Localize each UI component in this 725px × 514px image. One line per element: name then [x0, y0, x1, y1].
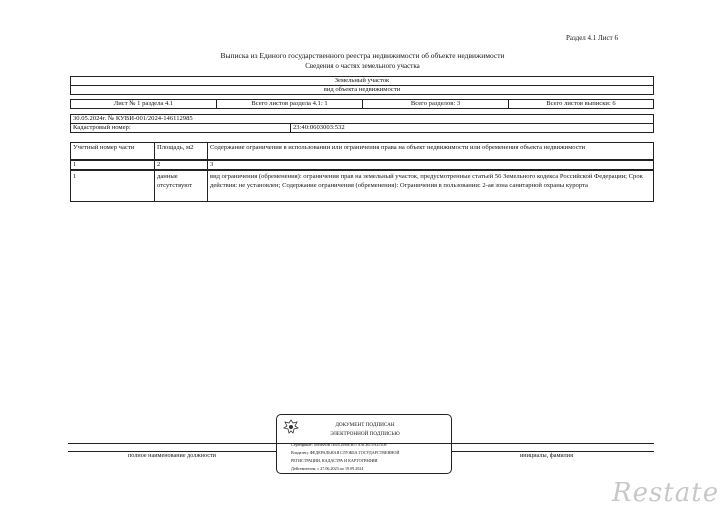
- index-cell-1: 1: [71, 161, 155, 169]
- section-sheet-label: Раздел 4.1 Лист 6: [566, 34, 618, 42]
- initials-caption: инициалы, фамилия: [520, 452, 573, 459]
- table-index-row: [70, 160, 654, 170]
- electronic-signature-stamp: [276, 414, 452, 474]
- stamp-line-1: ДОКУМЕНТ ПОДПИСАН: [335, 422, 395, 428]
- object-kind-caption: вид объекта недвижимости: [323, 86, 401, 93]
- object-kind: Земельный участок: [334, 77, 390, 84]
- table-header-row: [70, 142, 654, 160]
- stamp-owner: Владелец: ФЕДЕРАЛЬНАЯ СЛУЖБА ГОСУДАРСТВЕННОЙ: [291, 450, 400, 455]
- stamp-owner-2: РЕГИСТРАЦИИ, КАДАСТРА И КАРТОГРАФИИ: [291, 458, 378, 463]
- index-cell-3: 3: [210, 161, 214, 168]
- watermark-logo: Restate: [612, 478, 720, 508]
- cadastral-label: Кадастровый номер:: [71, 124, 291, 132]
- total-sections: Всего разделов: 3: [363, 100, 509, 108]
- total-sheets-extract: Всего листов выписки: 6: [546, 100, 616, 107]
- col-header-content: Содержание ограничения в использовании или ограничения права на объект недвижимости или обременения объекта недвижимости: [210, 144, 586, 151]
- col-header-part: Учетный номер части: [71, 143, 155, 159]
- extract-date-number: 30.05.2024г. № КУВИ-001/2024-146112985: [73, 115, 193, 122]
- document-title: Выписка из Единого государственного реестра недвижимости об объекте недвижимости: [220, 51, 505, 60]
- col-header-area: Площадь, м2: [155, 143, 208, 159]
- position-caption: полное наименование должности: [128, 452, 216, 459]
- cadastral-number: 23:40:0603003:532: [293, 124, 345, 131]
- stamp-line-2: ЭЛЕКТРОННОЙ ПОДПИСЬЮ: [330, 431, 400, 437]
- stamp-valid: Действителен: с 27.06.2023 по 19.09.2024: [291, 466, 364, 471]
- sheet-info-row: [70, 99, 654, 109]
- document-subtitle: Сведения о частях земельного участка: [305, 62, 420, 70]
- area-value: данные отсутствуют: [155, 171, 208, 201]
- stamp-certificate: Сертификат: 00ВВ80В7465СВ90ЕВ57ААСВС9А25108: [291, 442, 387, 447]
- cadastral-row: [70, 123, 654, 133]
- object-kind-caption-row: [70, 85, 654, 95]
- sheet-number: Лист № 1 раздела 4.1: [71, 100, 217, 108]
- total-sheets-section: Всего листов раздела 4.1: 1: [217, 100, 363, 108]
- index-cell-2: 2: [155, 161, 208, 169]
- part-number: 1: [71, 171, 155, 201]
- table-row: [70, 170, 654, 202]
- restriction-content: вид ограничения (обременения): ограничения прав на земельный участок, предусмотренные статьей 56 Земельного кодекса Российской Федерации; Срок действия: не установлен; Содержание ограничения (обременения): Ограничения в пользовании: 2-ая зона санитарной охраны курорта: [210, 173, 643, 189]
